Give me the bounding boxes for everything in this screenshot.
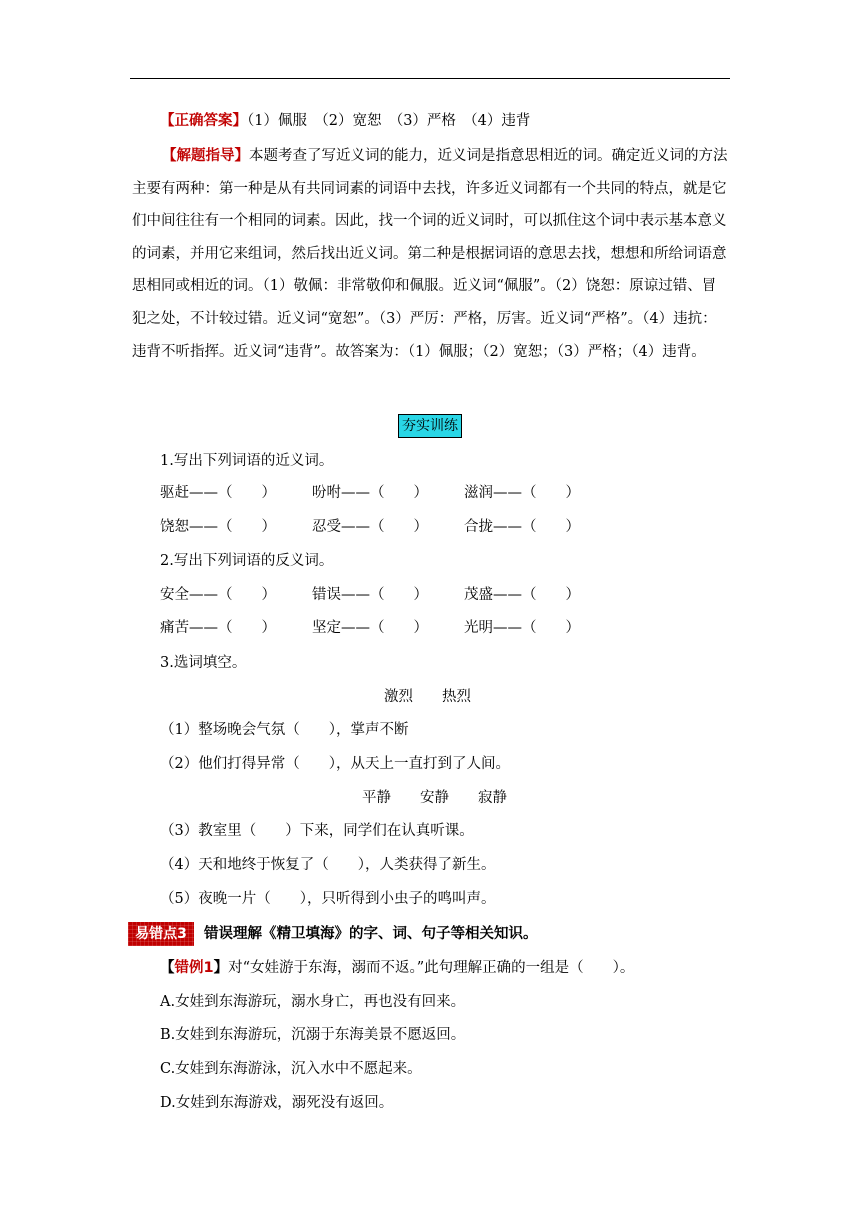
correct-answer-tag: 【正确答案】	[160, 113, 247, 129]
q2-item: 茂盛——（ ）	[464, 587, 580, 603]
practice-banner: 夯实训练	[398, 414, 462, 438]
correct-answer-text: （1）佩服 （2）宽恕 （3）严格 （4）违背	[247, 113, 531, 129]
solution-guide-paragraph	[132, 140, 730, 368]
error-point-badge: 易错点3	[128, 922, 194, 946]
option-d: D.女娃到东海游戏，溺死没有返回。	[160, 1095, 394, 1111]
q3-item: （1）整场晚会气氛（ ），掌声不断	[160, 722, 409, 738]
q1-row	[0, 517, 860, 537]
option-a: A.女娃到东海游玩，溺水身亡，再也没有回来。	[160, 994, 466, 1010]
solution-guide-tag: 【解题指导】	[162, 148, 249, 164]
q2-row	[0, 618, 860, 638]
q1-item: 饶恕——（ ）	[160, 519, 276, 535]
correct-answer-line	[160, 111, 530, 131]
q2-item: 错误——（ ）	[312, 587, 428, 603]
header-rule	[130, 78, 730, 79]
option-b: B.女娃到东海游玩，沉溺于东海美景不愿返回。	[160, 1027, 466, 1043]
q3-item: （4）天和地终于恢复了（ ），人类获得了新生。	[160, 857, 496, 873]
word-choices-a: 激烈 热烈	[384, 689, 471, 705]
q2-title: 2.写出下列词语的反义词。	[160, 553, 334, 569]
q2-item: 痛苦——（ ）	[160, 620, 276, 636]
q1-item: 吩咐——（ ）	[312, 485, 428, 501]
solution-guide-text: 本题考查了写近义词的能力，近义词是指意思相近的词。确定近义词的方法主要有两种：第一种是从有共同词素的词语中去找，许多近义词都有一个共同的特点，就是它们中间往往有一个相同的词素。因此，找一个词的近义词时，可以抓住这个词中表示基本意义的词素，并用它来组词，然后找出近义词。第二种是根据词语的意思去找，想想和所给词语意思相同或相近的词。（1）敬佩：非常敬仰和佩服。近义词“佩服”。（2）饶恕：原谅过错、冒犯之处，不计较过错。近义词“宽恕”。（3）严厉：严格，厉害。近义词“严格”。（4）违抗：违背不听指挥。近义词“违背”。故答案为：（1）佩服；（2）宽恕；（3）严格；（4）违背。	[132, 148, 728, 360]
example-question-line	[160, 958, 634, 978]
q2-item: 坚定——（ ）	[312, 620, 428, 636]
error-point-title: 错误理解《精卫填海》的字、词、句子等相关知识。	[204, 926, 538, 942]
q1-row	[0, 483, 860, 503]
q1-item: 滋润——（ ）	[464, 485, 580, 501]
q3-title: 3.选词填空。	[160, 655, 247, 671]
q3-item: （3）教室里（ ）下来，同学们在认真听课。	[160, 823, 474, 839]
q3-item: （5）夜晚一片（ ），只听得到小虫子的鸣叫声。	[160, 891, 496, 907]
example-bracket-open: 【	[160, 960, 175, 976]
q2-item: 安全——（ ）	[160, 587, 276, 603]
q2-row	[0, 585, 860, 605]
example-tag: 错例1	[174, 960, 214, 976]
q2-item: 光明——（ ）	[464, 620, 580, 636]
example-question: 对“女娃游于东海，溺而不返。”此句理解正确的一组是（ ）。	[228, 960, 635, 976]
example-bracket-close: 】	[213, 960, 229, 976]
q1-item: 驱赶——（ ）	[160, 485, 276, 501]
word-choices-b: 平静 安静 寂静	[362, 790, 507, 806]
q3-item: （2）他们打得异常（ ），从天上一直打到了人间。	[160, 756, 510, 772]
q1-item: 合拢——（ ）	[464, 519, 580, 535]
q1-title: 1.写出下列词语的近义词。	[160, 453, 334, 469]
q1-item: 忍受——（ ）	[312, 519, 428, 535]
option-c: C.女娃到东海游泳，沉入水中不愿起来。	[160, 1061, 422, 1077]
